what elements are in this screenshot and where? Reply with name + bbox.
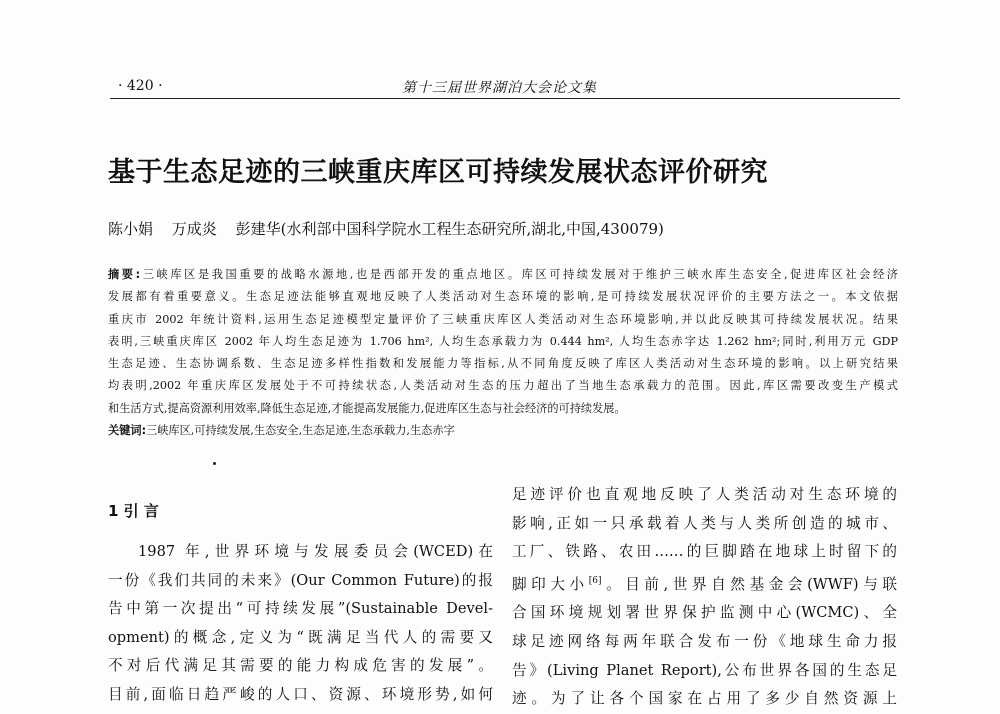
- keywords: [108, 420, 898, 442]
- body-column-left: [108, 538, 493, 710]
- author-name: 彭建华: [235, 220, 281, 238]
- abstract: [108, 264, 898, 442]
- paper-title: 基于生态足迹的三峡重庆库区可持续发展状态评价研究: [108, 157, 768, 188]
- body-line: 不对后代满足其需要的能力构成危害的发展”。: [108, 657, 493, 675]
- author-line: [108, 218, 664, 239]
- abstract-line: 发展都有着重要意义。生态足迹法能够直观地反映了人类活动对生态环境的影响,是可持续发展状况评价的主要方法之一。本文依据: [108, 290, 898, 304]
- running-header: 第十三届世界湖泊大会论文集: [402, 80, 597, 96]
- abstract-line: 和生活方式,提高资源利用效率,降低生态足迹,才能提高发展能力,促进库区生态与社会经济的可持续发展。: [108, 401, 626, 415]
- keywords-text: 三峡库区,可持续发展,生态安全,生态足迹,生态承载力,生态赤字: [146, 424, 455, 438]
- body-line: 一份《我们共同的未来》(Our Common Future)的报: [108, 571, 493, 589]
- abstract-line: 摘要:三峡库区是我国重要的战略水源地,也是西部开发的重点地区。库区可持续发展对于维护三峡水库生态安全,促进库区社会经济: [108, 268, 898, 281]
- body-line: 目前,面临日趋严峻的人口、资源、环境形势,如何: [108, 685, 493, 703]
- header-rule: [110, 98, 900, 99]
- abstract-line: 均表明,2002 年重庆库区发展处于不可持续状态,人类活动对生态的压力超出了当地生态承载力的范围。因此,库区需要改变生产模式: [108, 379, 898, 393]
- body-line: 1987 年,世界环境与发展委员会(WCED)在: [138, 543, 493, 560]
- keywords-label: 关键词:: [108, 424, 147, 438]
- author-name: 陈小娟: [108, 220, 154, 238]
- body-line: opment)的概念,定义为“既满足当代人的需要又: [108, 628, 493, 646]
- author-name: 万成炎: [171, 220, 217, 238]
- abstract-line: 表明,三峡重庆库区 2002 年人均生态足迹为 1.706 hm², 人均生态承载力为 0.444 hm², 人均生态赤字达 1.262 hm²;同时,利用万元 GDP: [108, 334, 898, 348]
- citation: [6]: [588, 575, 602, 586]
- body-line: 脚印大小[6]。目前,世界自然基金会(WWF)与联: [512, 575, 897, 593]
- abstract-line: 重庆市 2002 年统计资料,运用生态足迹模型定量评价了三峡重庆库区人类活动对生态环境影响,并以此反映其可持续发展状况。结果: [108, 312, 898, 326]
- body-line: 告中第一次提出“可持续发展”(Sustainable Devel-: [108, 600, 493, 618]
- body-line: 合国环境规划署世界保护监测中心(WCMC)、全: [512, 604, 897, 622]
- body-line: 迹。为了让各个国家在占用了多少自然资源上: [512, 690, 897, 708]
- section-heading: 1 引 言: [108, 502, 159, 520]
- affiliation: (水利部中国科学院水工程生态研究所,湖北,中国,430079): [280, 220, 664, 238]
- body-line: 足迹评价也直观地反映了人类活动对生态环境的: [512, 486, 897, 503]
- abstract-label: 摘要:: [108, 268, 141, 281]
- body-line: 影响,正如一只承载着人类与人类所创造的城市、: [512, 514, 897, 532]
- body-column-right: [512, 481, 897, 714]
- page-number: · 420 ·: [118, 78, 163, 94]
- scan-speck: [213, 462, 216, 465]
- abstract-line: 生态足迹、生态协调系数、生态足迹多样性指数和发展能力等指标,从不同角度反映了库区人类活动对生态环境的影响。以上研究结果: [108, 357, 898, 371]
- body-line: 工厂、铁路、农田……的巨脚踏在地球上时留下的: [512, 543, 897, 561]
- body-line: 球足迹网络每两年联合发布一份《地球生命力报: [512, 632, 897, 650]
- body-line: 告》(Living Planet Report),公布世界各国的生态足: [512, 661, 897, 679]
